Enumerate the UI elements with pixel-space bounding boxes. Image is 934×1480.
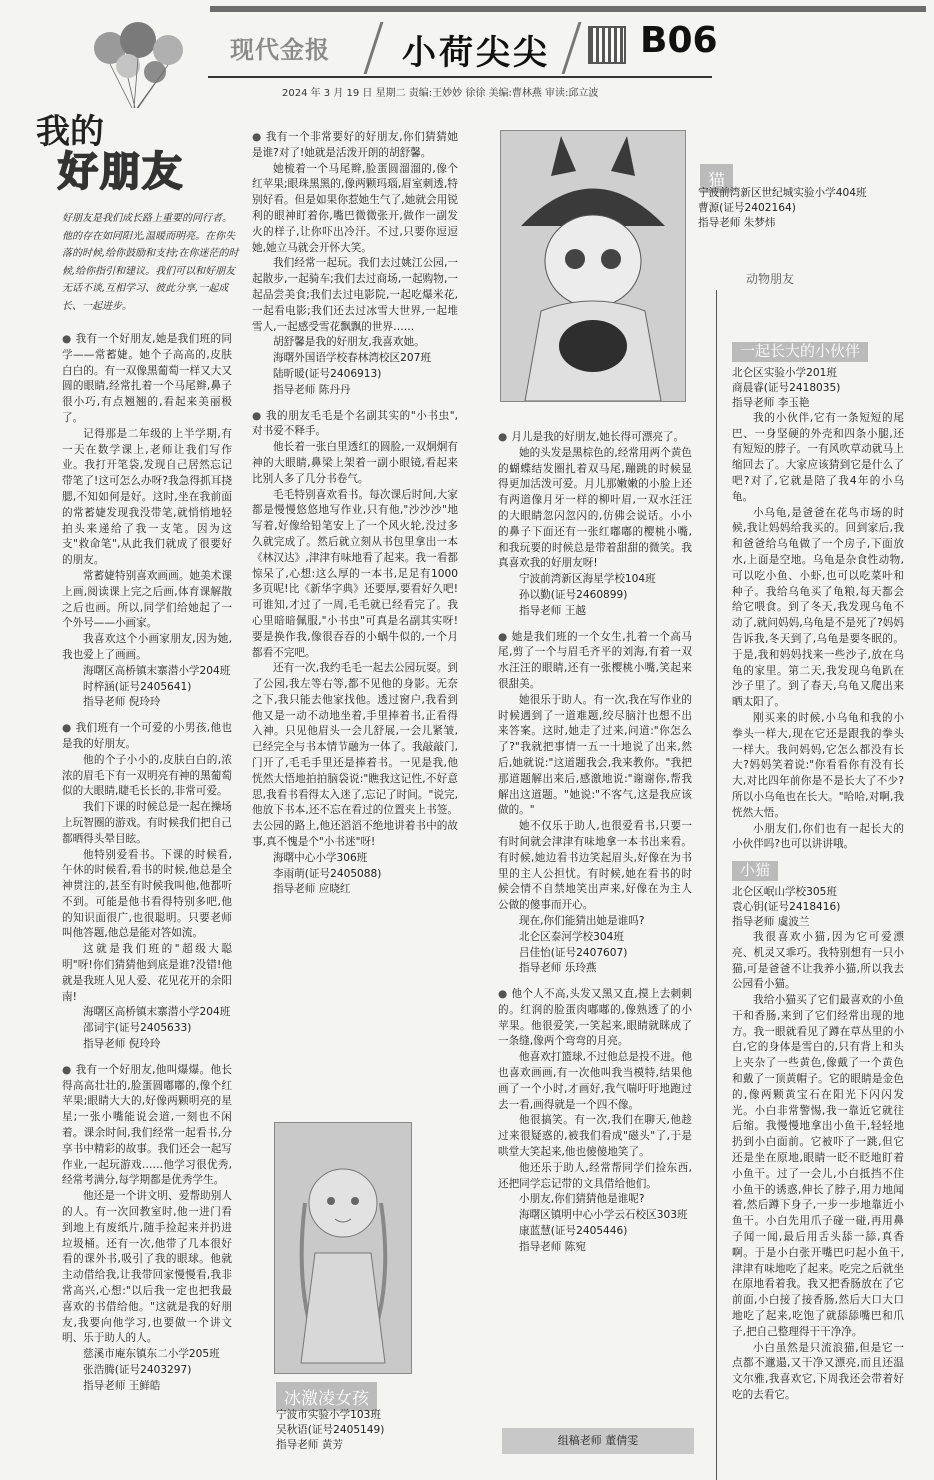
newspaper-brand: 现代金报 bbox=[230, 36, 330, 64]
column-2 bbox=[252, 130, 458, 908]
article-paragraph: 他特别爱看书。下课的时候看,午休的时候看,看书的时候,他总是全神贯注的,甚至有时候我叫他,他都听不到。可能是他书看得特别多吧,他的知识面很广,也很聪明。只要老师叫他答题,他总是能对答如流。 bbox=[62, 848, 232, 940]
article-paragraph: ● 月儿是我的好朋友,她长得可漂亮了。 bbox=[498, 430, 692, 446]
section-side-rule bbox=[716, 290, 717, 1480]
artwork-credits bbox=[698, 186, 867, 231]
story-paragraph: 刚买来的时候,小乌龟和我的小拳头一样大,现在它还是跟我的拳头一样大。我问妈妈,它怎么都没有长大?妈妈笑着说:"你看看你有没有长大,对比四年前你是不是长大了不少?所以小乌龟也在长大。"哈哈,对啊,我恍然大悟。 bbox=[732, 711, 904, 819]
article-author: 张浩腾(证号2403297) bbox=[83, 1364, 192, 1376]
story-teacher: 指导老师 李玉艳 bbox=[732, 396, 810, 409]
article bbox=[498, 430, 692, 620]
article bbox=[252, 130, 458, 399]
story-school: 北仑区岷山学校305班 bbox=[732, 885, 837, 898]
article bbox=[498, 630, 692, 978]
article-school: 慈溪市庵东镇东二小学205班 bbox=[83, 1348, 220, 1361]
article-teacher: 指导老师 王鲜皓 bbox=[83, 1379, 161, 1392]
article bbox=[498, 987, 692, 1256]
artwork-cat bbox=[500, 130, 686, 402]
story-teacher: 指导老师 虞波兰 bbox=[732, 915, 810, 928]
article-paragraph: 现在,你们能猜出她是谁吗? bbox=[519, 914, 645, 927]
story-paragraph: 我很喜欢小猫,因为它可爱漂亮、机灵又乖巧。我特别想有一只小猫,可是爸爸不让我养小猫,所以我去公园看小猫。 bbox=[732, 930, 904, 991]
footer-editor: 组稿老师 董倩雯 bbox=[502, 1428, 694, 1454]
artwork-teacher: 指导老师 朱梦炜 bbox=[698, 217, 776, 229]
article-paragraph: 小朋友,你们猜猜他是谁呢? bbox=[519, 1193, 645, 1206]
artwork-title-box: 冰激凌女孩 bbox=[276, 1382, 377, 1411]
article-paragraph: 她的头发是黑棕色的,经常用两个黄色的蝴蝶结发圈扎着双马尾,蹦跳的时候显得更加活泼可爱。月儿那嫩嫩的小脸上还有两道像月牙一样的柳叶眉,一双水汪汪的大眼睛忽闪忽闪的,仿佛会说话。小小的鼻子下面还有一张红嘟嘟的樱桃小嘴,和我玩要的时候总是带着甜甜的微笑。我真喜欢我的好朋友呀! bbox=[498, 446, 692, 570]
page-number: B06 bbox=[640, 20, 718, 61]
article-paragraph: 他长着一张白里透红的圆脸,一双炯炯有神的大眼睛,鼻梁上架着一副小眼镜,看起来比别人多了几分书卷气。 bbox=[252, 441, 458, 485]
article-paragraph: 他的个子小小的,皮肤白白的,浓浓的眉毛下有一双明亮有神的黑葡萄似的大眼睛,睫毛长长的,非常可爱。 bbox=[62, 753, 232, 798]
article-teacher: 指导老师 应晓红 bbox=[273, 883, 351, 896]
article-paragraph: 记得那是二年级的上半学期,有一天在数学课上,老师让我们写作业。我打开笔袋,发现自己居然忘记带笔了!这可怎么办呀?我急得抓耳挠腮,不知如何是好。这时,坐在我前面的常蓄婕发现我没带笔,就悄悄地轻拍头来递给了我一支笔。因为这支"救命笔",从此我们就成了很要好的朋友。 bbox=[62, 427, 232, 567]
article-paragraph: 她不仅乐于助人,也很爱看书,只要一有时间就会津津有味地拿一本书出来看。有时候,她边看书边笑起眉头,好像在为书里的主人公担忧。有时候,她在看书的时候会情不自禁地笑出声来,好像在为主人公做的傻事而开心。 bbox=[498, 820, 692, 912]
article-teacher: 指导老师 陈丹丹 bbox=[273, 383, 351, 396]
column-4 bbox=[732, 342, 904, 1404]
article-school: 北仑区泰河学校304班 bbox=[519, 930, 624, 943]
girl-drawing-icon bbox=[275, 1123, 411, 1373]
article-school: 海曙区镇明中心小学云石校区303班 bbox=[519, 1209, 688, 1222]
article-teacher: 指导老师 陈宛 bbox=[519, 1240, 586, 1253]
article-teacher: 指导老师 倪玲玲 bbox=[83, 696, 161, 709]
article-paragraph: 我们下课的时候总是一起在操场上玩智圈的游戏。有时候我们把自己都晒得头晕目眩。 bbox=[62, 801, 232, 845]
artwork-credits bbox=[276, 1408, 384, 1453]
article-paragraph: 这就是我们班的"超级大聪明"呀!你们猜猜他到底是谁?没错!他就是我班人见人爱、花见花开的余阳南! bbox=[62, 943, 232, 1003]
cat-girl-drawing-icon bbox=[501, 131, 685, 401]
article-paragraph: 她梳着一个马尾辫,脸蛋圆溜溜的,像个红苹果;眼珠黑黑的,像两颗玛瑙,眉室刺透,特别好看。但是如果你惹她生气了,她就会用锐利的眼神盯着你,嘴巴微微张开,做作一副发火的样子,让你吓出冷汗。不过,只要你逗逗她,她立马就会开怀大笑。 bbox=[252, 162, 458, 254]
feature-intro: 好朋友是我们成长路上重要的同行者。他的存在如同阳光,温暖而明亮。在你失落的时候,给你鼓励和支持;在你迷茫的时候,给你指引和建议。我们可以和好朋友无话不谈,互相学习、彼此分享,一起成长、一起进步。 bbox=[62, 213, 239, 312]
article-paragraph: 毛毛特别喜欢看书。每次课后时间,大家都是慢慢悠悠地写作业,只有他,"沙沙沙"地写着,好像给铅笔安上了一个风火轮,没过多久就完成了。然后就立刻从书包里拿出一本《林汉达》,津津有味地看了起来。我一看都惊呆了,心想:这么厚的一本书,足足有1000多页呢!比《新华字典》还要厚,要看好久吧!可谁知,才过了一周,毛毛就已经看完了。我心里暗暗佩服,"小书虫"可真是名副其实呀!要是换作我,像很吞吞的小蜗牛似的,一个月都看不完吧。 bbox=[252, 488, 458, 659]
artwork-title-box: 猫 bbox=[700, 164, 733, 193]
article-teacher: 指导老师 王越 bbox=[519, 604, 586, 617]
article-author: 邵词宇(证号2405633) bbox=[83, 1022, 192, 1035]
article-paragraph: 常蓄婕特别喜欢画画。她美术课上画,阅读课上完之后画,体育课解散之后也画。所以,同学们给她起了一个外号——小画家。 bbox=[62, 569, 232, 630]
article-paragraph: ● 我有一个非常要好的好朋友,你们猜猜她是谁?对了!她就是活泼开朗的胡舒馨。 bbox=[252, 130, 458, 162]
artwork-author: 吴秋语(证号2405149) bbox=[276, 1424, 385, 1436]
artwork-teacher: 指导老师 黄芳 bbox=[276, 1439, 343, 1451]
article-paragraph: ● 她是我们班的一个女生,扎着一个高马尾,剪了一个与眉毛齐平的刘海,有着一双水汪汪的眼睛,还有一张樱桃小嘴,笑起来很甜美。 bbox=[498, 630, 692, 693]
article bbox=[62, 721, 232, 1053]
feature-title-bottom: 好朋友 bbox=[58, 149, 184, 195]
masthead-rule bbox=[208, 76, 712, 78]
masthead-divider bbox=[364, 22, 384, 74]
story-author: 商晨睿(证号2418035) bbox=[732, 381, 841, 394]
story-paragraph: 我的小伙伴,它有一条短短的尾巴、一身坚硬的外壳和四条小腿,还有短短的脖子。一有风吹草动就马上缩回去了。大家应该猜到它是什么了吧?对了,它就是陪了我4年的小乌龟。 bbox=[732, 411, 904, 503]
article-paragraph: 我们经常一起玩。我们去过姚江公园,一起散步,一起骑车;我们去过商场,一起购物,一起品尝美食;我们去过电影院,一起吃爆米花,一起看电影;我们还去过冰雪大世界,一起堆雪人,一起感受雪花飘飘的世界…… bbox=[252, 257, 458, 333]
article-school: 海曙中心小学306班 bbox=[273, 851, 368, 864]
article-paragraph: 他还乐于助人,经常帮同学们捡东西,还把同学忘记带的文具借给他们。 bbox=[498, 1161, 692, 1190]
section-label: 动物朋友 bbox=[746, 272, 795, 286]
masthead-divider bbox=[562, 22, 582, 74]
article-paragraph: 他很搞笑。有一次,我们在聊天,他趁过来很疑惑的,被我们看成"磁头"了,于是哄堂大笑起来,他也傻傻地笑了。 bbox=[498, 1114, 692, 1159]
article-paragraph: ● 我的朋友毛毛是个名副其实的"小书虫",对书爱不释手。 bbox=[252, 409, 458, 441]
story-author: 袁心钥(证号2418416) bbox=[732, 900, 841, 913]
section-title: 小荷尖尖 bbox=[402, 33, 550, 73]
story-paragraph: 我给小猫买了它们最喜欢的小鱼干和香肠,来到了它们经常出现的地方。我一眼就看见了蹲在草丛里的小白,它的身体是雪白的,只有背上和头上夹杂了一些黄色,像戴了一个黄色和戴了一顶黄帽子。它的眼睛是金色的,像两颗黄宝石在阳光下闪闪发光。小白非常警惕,我一靠近它就往后缩。我慢慢地拿出小鱼干,轻轻地扔到小白面前。它被吓了一跳,但它还是坐在原地,眼睛一眨不眨地盯着小鱼干。过了一会儿,小白抵挡不住小鱼干的诱惑,伸长了脖子,用力地闻着,然后蹲下身子,一步一步地靠近小鱼干。小白先用爪子碰一碰,再用鼻子闻一闻,最后用舌头舔一舔,真香啊。于是小白张开嘴巴叼起小鱼干,津津有味地吃了起来。吃完之后就坐在原地看着我。我又把香肠放在了它前面,小白接了接香肠,然后大口大口地吃了起来,吃饱了就舔舔嘴巴和爪子,把自己整理得干干净净。 bbox=[732, 994, 904, 1338]
story-paragraph: 小白虽然是只流浪猫,但是它一点都不邋遢,又干净又漂亮,而且还温文尔雅,我喜欢它,下周我还会带着好吃的去看它。 bbox=[732, 1341, 904, 1402]
article-paragraph: 她很乐于助人。有一次,我在写作业的时候遇到了一道难题,绞尽脑汁也想不出来答案。这时,她走了过来,问道:"你怎么了?"我就把事情一五一十地说了出来,然后,她就说:"这道题我会,我来教你。"我把那道题解出来后,感激地说:"谢谢你,帮我解出这道题。"她说:"不客气,这是我应该做的。" bbox=[498, 693, 692, 817]
article-author: 康蓝慧(证号2405446) bbox=[519, 1225, 628, 1238]
article-author: 时梓涵(证号2405641) bbox=[83, 680, 192, 693]
balloons-illustration bbox=[80, 20, 200, 110]
column-3 bbox=[498, 430, 692, 1266]
artwork-school: 宁波市实验小学103班 bbox=[276, 1409, 381, 1421]
feature-title-top: 我的 bbox=[36, 112, 104, 152]
story-paragraph: 小朋友们,你们也有一起长大的小伙伴吗?也可以讲讲哦。 bbox=[732, 822, 904, 851]
article-paragraph: 他还是一个讲文明、爱帮助别人的人。有一次回教室时,他一进门看到地上有废纸片,随手捡起来并扔进垃圾桶。还有一次,他带了几本很好看的课外书,吸引了我的眼球。他就主动借给我,让我带回家慢慢看,我非常高兴,心想:"以后我一定也把我最喜欢的书借给他。"这就是我的好朋友,我要向他学习,也要做一个讲文明、乐于助人的人。 bbox=[62, 1190, 232, 1345]
article-school: 海曙区高桥镇末寨潜小学204班 bbox=[83, 1006, 231, 1019]
article-author: 陆昕暖(证号2406913) bbox=[273, 367, 382, 380]
article-paragraph: ● 他个人不高,头发又黑又直,摸上去刺刺的。红润的脸蛋肉嘟嘟的,像熟透了的小苹果。他很爱笑,一笑起来,眼睛就眯成了一条缝,像两个弯弯的月亮。 bbox=[498, 987, 692, 1050]
qr-code-icon bbox=[588, 26, 626, 64]
article bbox=[62, 332, 232, 711]
article-author: 吕佳怡(证号2407607) bbox=[519, 946, 628, 959]
story-title: 一起长大的小伙伴 bbox=[732, 342, 868, 362]
artwork-school: 宁波前湾新区世纪城实验小学404班 bbox=[698, 187, 867, 199]
article-paragraph: 我喜欢这个小画家朋友,因为她,我也爱上了画画。 bbox=[62, 633, 232, 661]
article-author: 李雨萌(证号2405088) bbox=[273, 867, 382, 880]
artwork-author: 曹源(证号2402164) bbox=[698, 202, 796, 214]
dateline: 2024 年 3 月 19 日 星期二 责编:王妙妙 徐徐 美编:曹林燕 审读:邱立波 bbox=[282, 88, 599, 99]
story-paragraph: 小乌龟,是爸爸在花鸟市场的时候,我让妈妈给我买的。回到家后,我和爸爸给乌龟做了一个房子,下面放水,上面是空地。乌龟是杂食性动物,可以吃小鱼、小虾,也可以吃菜叶和种子。我给乌龟买了龟粮,每天都会给它喂食。到了冬天,我发现乌龟不动了,就问妈妈,乌龟是不是死了?妈妈告诉我,冬天到了,乌龟是要冬眠的。于是,我和妈妈找来一些沙子,放在乌龟的家里。第二天,我发现乌龟趴在沙子里了。到了春天,乌龟又爬出来晒太阳了。 bbox=[732, 506, 904, 709]
article-school: 宁波前湾新区海星学校104班 bbox=[519, 573, 656, 586]
article-paragraph: ● 我们班有一个可爱的小男孩,他也是我的好朋友。 bbox=[62, 721, 232, 753]
article-school: 海曙外国语学校春林湾校区207班 bbox=[273, 352, 431, 365]
artwork-ice-cream-girl bbox=[274, 1122, 412, 1374]
article-teacher: 指导老师 倪玲玲 bbox=[83, 1038, 161, 1051]
article-school: 海曙区高桥镇末寨潜小学204班 bbox=[83, 664, 231, 677]
article bbox=[252, 409, 458, 899]
article-paragraph: ● 我有一个好朋友,他叫爆爆。他长得高高壮壮的,脸蛋圆嘟嘟的,像个红苹果;眼睛大大的,好像两颗明亮的星星;一张小嘴能说会道,一刻也不闲着。课余时间,我们经常一起看书,分享书中精彩的故事。我们还会一起写作业,一起玩游戏……他学习很优秀,经常考满分,每学期都是优秀学生。 bbox=[62, 1063, 232, 1189]
article-paragraph: 还有一次,我约毛毛一起去公园玩耍。到了公园,我左等右等,都不见他的身影。无奈之下,我只能去他家找他。透过窗户,我看到他又是一动不动地坐着,手里捧着书,正看得入神。只见他眉头一会儿舒展,一会儿紧皱,已经完全与书本情节融为一体了。我敲敲门,门开了,毛毛手里还是捧着书。一见是我,他恍然大悟地拍拍脑袋说:"瞧我这记性,不好意思,我看书看得太入迷了,忘记了时间。"说完,他放下书本,还不忘在看过的位置夹上书签。去公园的路上,他还滔滔不绝地讲着书中的故事,真不愧是个"小书迷"呀! bbox=[252, 662, 458, 849]
column-1 bbox=[62, 332, 232, 1405]
story-title: 小猫 bbox=[732, 861, 778, 881]
article-paragraph: 胡舒馨是我的好朋友,我喜欢她。 bbox=[273, 336, 425, 349]
article-paragraph: ● 我有一个好朋友,她是我们班的同学——常蓄婕。她个子高高的,皮肤白白的。有一双像黑葡萄一样又大又圆的眼睛,经常扎着一个马尾辫,鼻子很小巧,有点翘翘的,看起来美丽极了。 bbox=[62, 332, 232, 427]
top-bar bbox=[210, 6, 926, 12]
article-paragraph: 他喜欢打篮球,不过他总是投不进。他也喜欢画画,有一次他叫我当模特,结果他画了一个小时,才画好,我气喘吁吁地跑过去一看,画得就是一个四不像。 bbox=[498, 1051, 692, 1111]
story-school: 北仑区实验小学201班 bbox=[732, 366, 837, 379]
article bbox=[62, 1063, 232, 1395]
article-author: 孙以勤(证号2460899) bbox=[519, 588, 628, 601]
article-teacher: 指导老师 乐玲燕 bbox=[519, 962, 597, 975]
